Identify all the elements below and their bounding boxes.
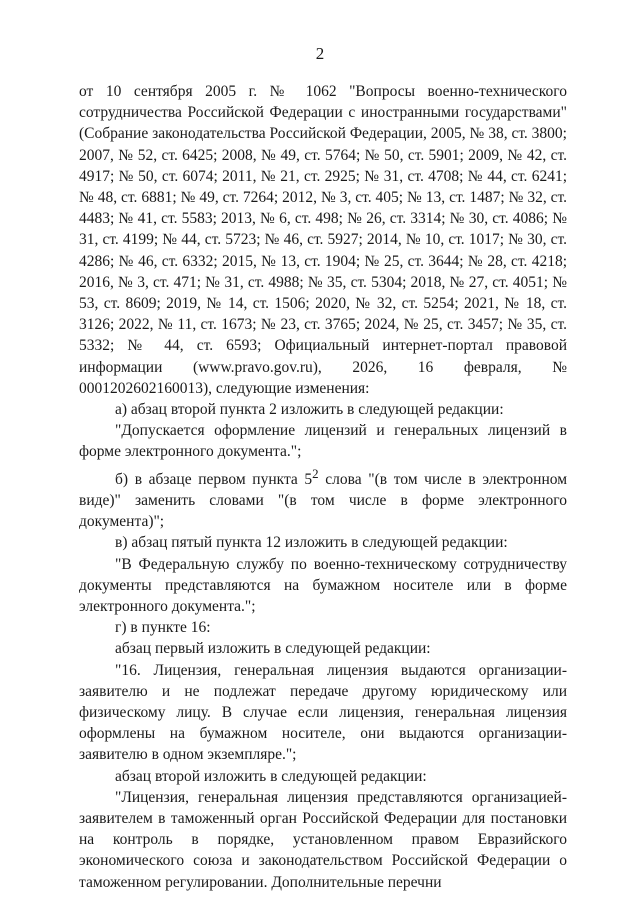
paragraph-quote-item-16: "16. Лицензия, генеральная лицензия выдаются организации-заявителю и не подлежат передаче другому юридическому или физическому лицу. В случае если лицензия, генеральная лицензия оформлены на бумажном носителе, они выдаются организации-заявителю в одном экземпляре."; [79, 661, 567, 764]
paragraph-quote-electronic-licenses: "Допускается оформление лицензий и генеральных лицензий в форме электронного документа."; [79, 422, 567, 461]
paragraph-item-g: г) в пункте 16: [115, 619, 211, 637]
item-b-text: б) в абзаце первом пункта 5 [115, 470, 313, 488]
paragraph-decree-reference: от 10 сентября 2005 г. № 1062 "Вопросы военно-технического сотрудничества Российской Федерации с иностранными государствами" (Собрание законодательства Российской Федерации, 2005, № 38, ст. 3800; 2007, № 52, ст. 6425; 2008, № 49, ст. 5764; № 50, ст. 5901; 2009, № 42, ст. 4917; № 50, ст. 6074; 2011, № 21, ст. 2925; № 31, ст. 4708; № 44, ст. 6241; № 48, ст. 6881; № 49, ст. 7264; 2012, № 3, ст. 405; № 13, ст. 1487; № 32, ст. 4483; № 41, ст. 5583; 2013, № 6, ст. 498; № 26, ст. 3314; № 30, ст. 4086; № 31, ст. 4199; № 44, ст. 5723; № 46, ст. 5927; 2014, № 10, ст. 1017; № 30, ст. 4286; № 46, ст. 6332; 2015, № 13, ст. 1904; № 25, ст. 3644; № 28, ст. 4218; 2016, № 3, ст. 471; № 31, ст. 4988; № 35, ст. 5304; 2018, № 27, ст. 4051; № 53, ст. 8609; 2019, № 14, ст. 1506; 2020, № 32, ст. 5254; 2021, № 18, ст. 3126; 2022, № 11, ст. 1673; № 23, ст. 3765; 2024, № 25, ст. 3457; № 35, ст. 5332; № 44, ст. 6593; Официальный интернет-портал правовой информации (www.pravo.gov.ru), 2026, 16 февраля, № 0001202602160013), следующие изменения: [79, 83, 567, 397]
paragraph-quote-license-customs: "Лицензия, генеральная лицензия представляются организацией-заявителем в таможенный орган Российской Федерации для постановки на контроль в порядке, установленном правом Евразийского экономического союза и законодательством Российской Федерации о таможенном регулировании. Дополнительные перечни [79, 788, 567, 891]
paragraph-first-abzac: абзац первый изложить в следующей редакции: [115, 640, 431, 658]
item-b-text-continued: слова "(в том числе в электронном виде)" заменить словами "(в том числе в форме электронного документа)"; [79, 470, 567, 531]
paragraph-second-abzac: абзац второй изложить в следующей редакции: [115, 767, 427, 785]
page-number: 2 [315, 44, 325, 63]
paragraph-item-b [79, 463, 567, 533]
paragraph-item-v: в) абзац пятый пункта 12 изложить в следующей редакции: [115, 534, 508, 552]
document-body [79, 81, 567, 893]
paragraph-quote-documents: "В Федеральную службу по военно-техническому сотрудничеству документы представляются на бумажном носителе или в форме электронного документа."; [79, 555, 567, 616]
paragraph-item-a: а) абзац второй пункта 2 изложить в следующей редакции: [115, 401, 504, 419]
item-b-superscript: 2 [312, 465, 319, 481]
